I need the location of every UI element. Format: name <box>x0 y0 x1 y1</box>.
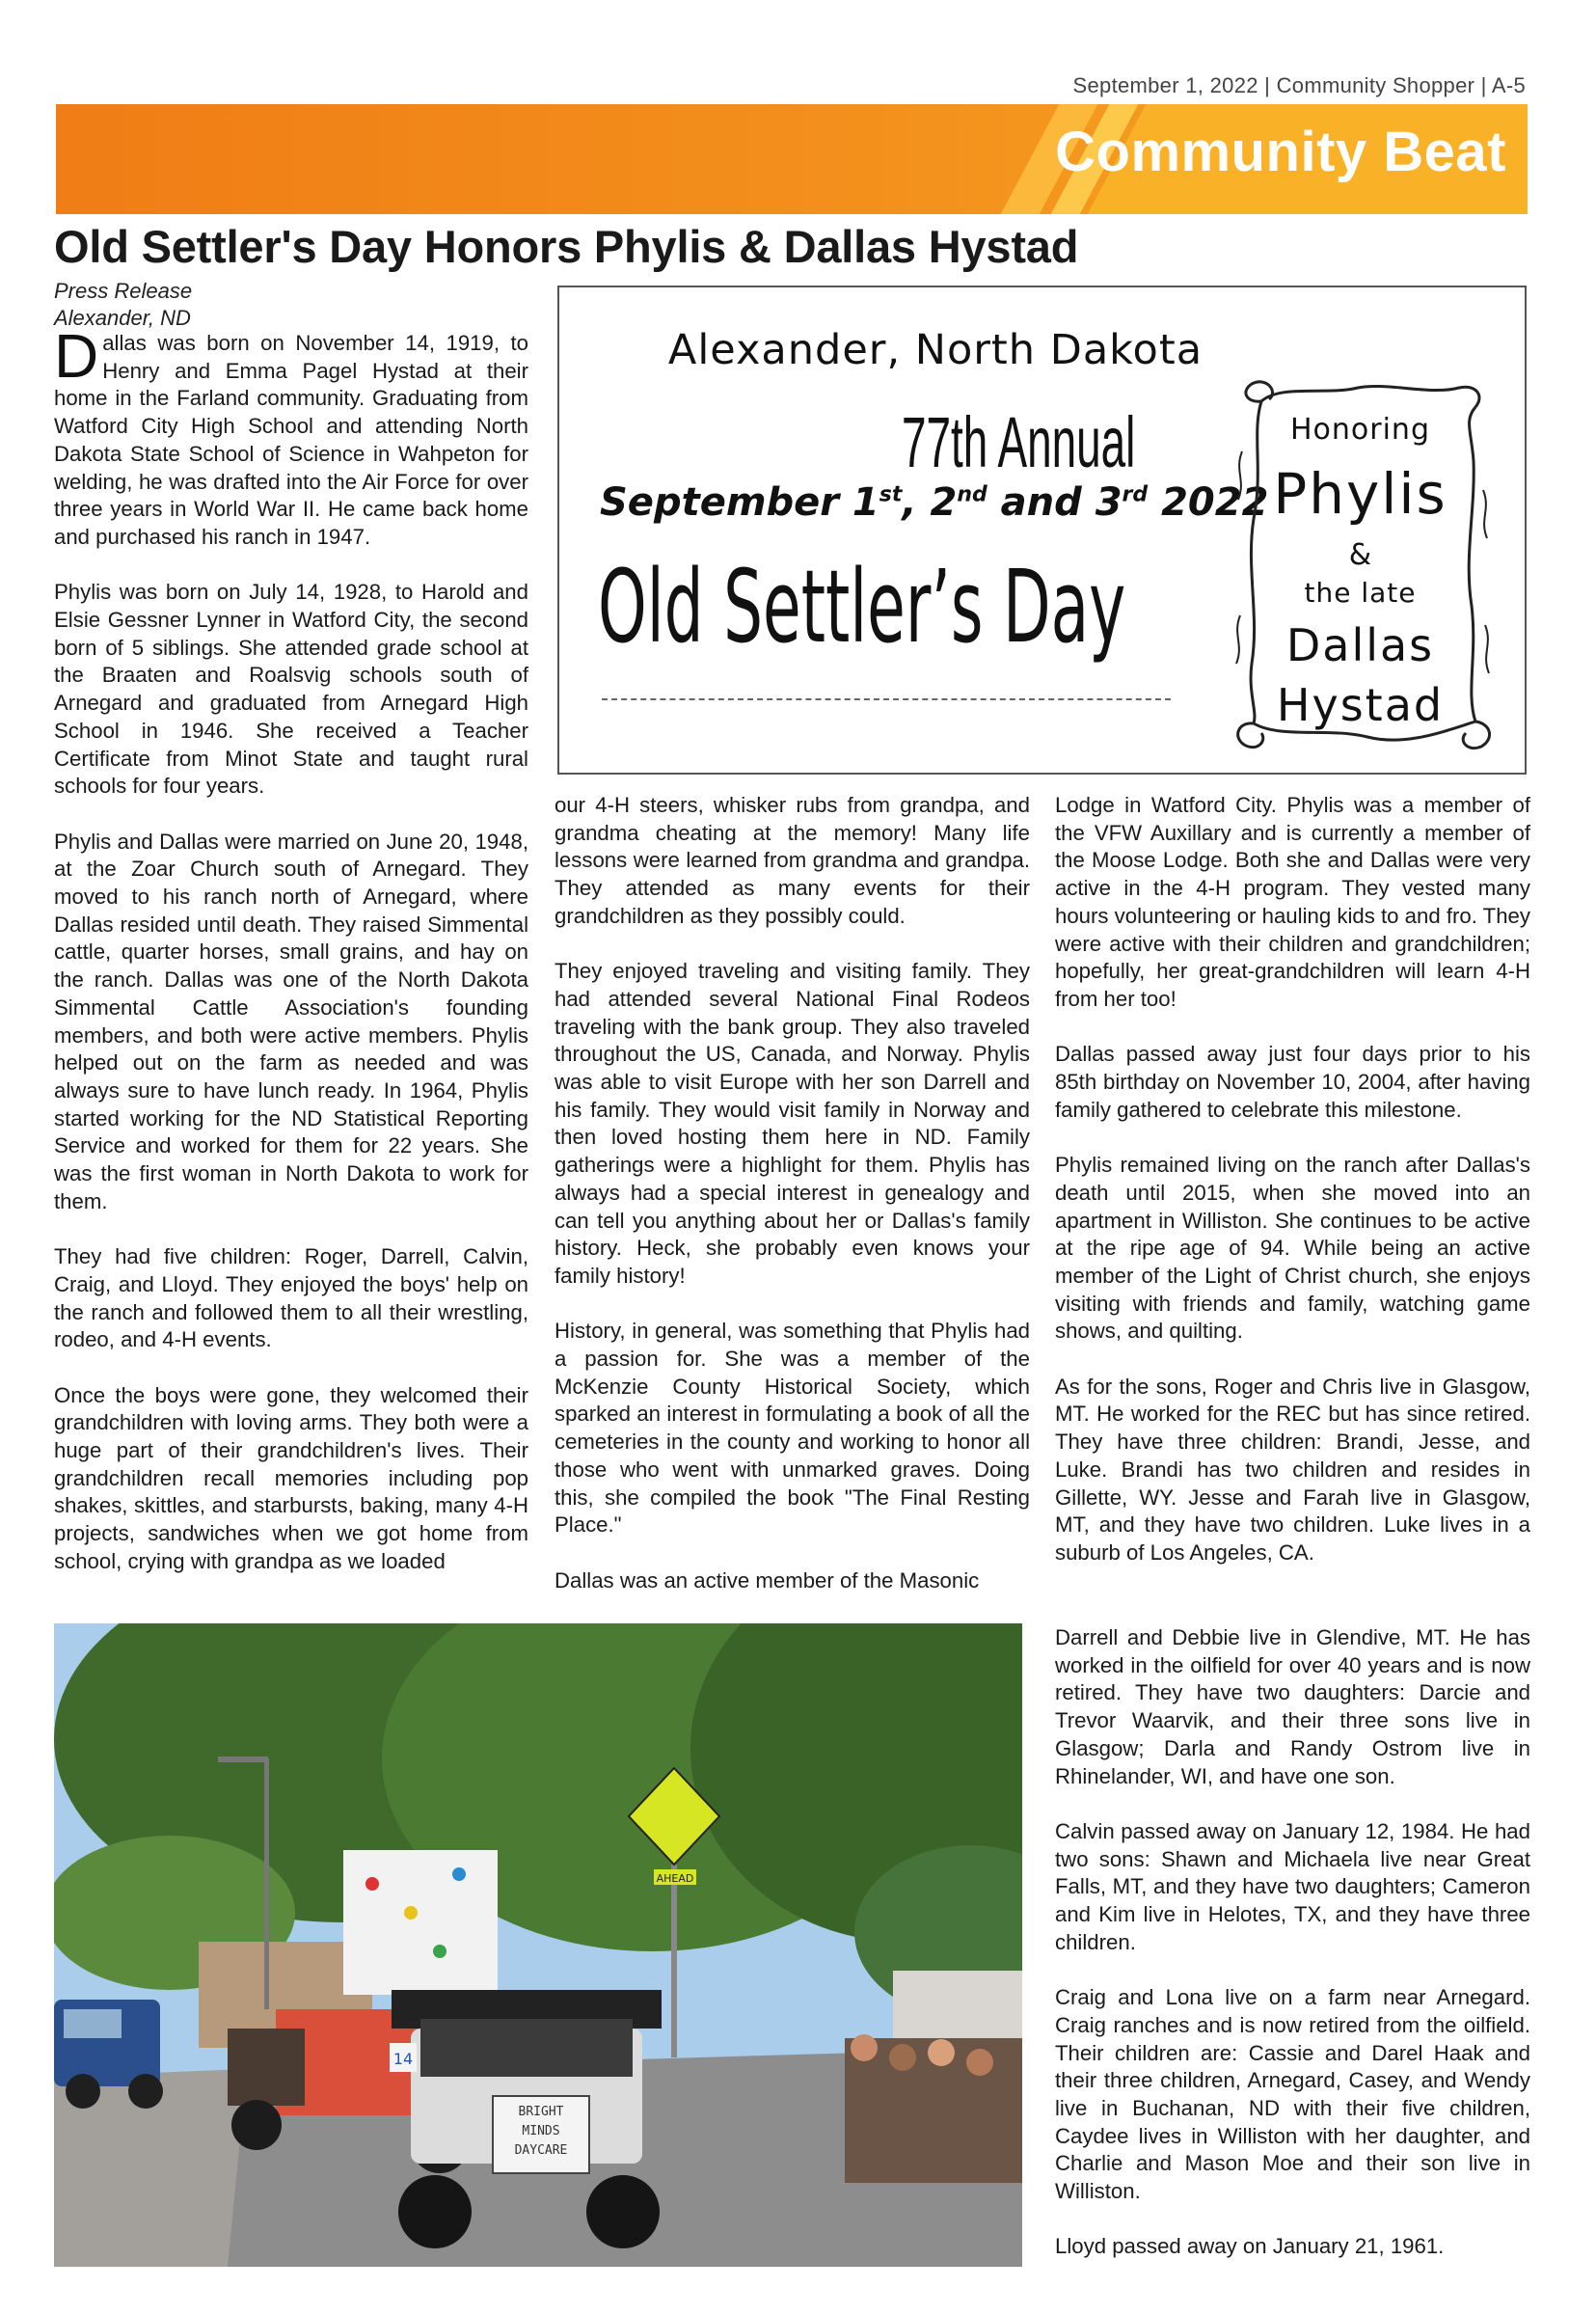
vehicle-number: 14 <box>392 2050 414 2068</box>
byline-source: Press Release <box>54 279 193 303</box>
paragraph-text: allas was born on November 14, 1919, to Henry and Emma Pagel Hystad at their home in the Farland community. Graduating from Watford City High School and attending North Dakota State School of Science in Wahpeton for welding, he was drafted into the Air Force for over three years in World War II. He came back home and purchased his ranch in 1947. <box>54 331 528 549</box>
paragraph: Dallas passed away just four days prior to his 85th birthday on November 10, 2004, after having family gathered to celebrate this milestone. <box>1055 1042 1530 1122</box>
scroll-name-hystad: Hystad <box>1276 679 1445 731</box>
scroll-name-phylis: Phylis <box>1273 461 1447 527</box>
paragraph: Lodge in Watford City. Phylis was a member of the VFW Auxillary and is currently a member of the Moose Lodge. Both she and Dallas were very active in the 4-H program. They vested many hours volunteering or hauling kids to and fro. They were active with their children and grandchildren; hopefully, her great-grandchildren will learn 4-H from her too! <box>1055 793 1530 1011</box>
daycare-sign-line3: DAYCARE <box>514 2143 568 2158</box>
article-column-3 <box>1055 792 1530 1567</box>
paragraph: Phylis remained living on the ranch after Dallas's death until 2015, when she moved into an apartment in Williston. She continues to be active at the ripe age of 94. While being an active member of the Light of Christ church, she enjoys visiting with friends and family, watching game shows, and quilting. <box>1055 1153 1530 1344</box>
ahead-sign-text: AHEAD <box>656 1872 694 1885</box>
poster-event-title: Old Settler’s Day <box>598 548 1126 666</box>
poster-dashed-rule <box>602 698 1171 700</box>
byline-dateline: Alexander, ND <box>54 306 191 330</box>
scroll-ampersand: & <box>1348 538 1372 572</box>
article-column-1 <box>54 321 528 1576</box>
paragraph: our 4-H steers, whisker rubs from grandpa, and grandma cheating at the memory! Many life lessons were learned from grandma and grandpa. They attended as many events for their grandchildren as they possibly could. <box>555 793 1030 928</box>
scroll-honoring: Honoring <box>1289 413 1430 447</box>
paragraph: Phylis was born on July 14, 1928, to Harold and Elsie Gessner Lynner in Watford City, the second born of 5 siblings. She attended grade school at the Braaten and Roalsvig schools south of Arnegard and graduated from Arnegard High School in 1946. She received a Teacher Certificate from Minot State and taught rural schools for four years. <box>54 580 528 799</box>
article-column-3-continued <box>1055 1624 1530 2261</box>
section-banner <box>56 104 1528 214</box>
paragraph <box>54 321 528 552</box>
scroll-name-dallas: Dallas <box>1285 619 1435 671</box>
article-column-2 <box>555 792 1030 1594</box>
paragraph: As for the sons, Roger and Chris live in Glasgow, MT. He worked for the REC but has since retired. They have three children: Brandi, Jesse, and Luke. Brandi has two children and resides in Gillette, WY. Jesse and Farah live in Glasgow, MT, and they have two children. Luke lives in a suburb of Los Angeles, CA. <box>1055 1374 1530 1565</box>
parade-scene-image <box>54 1623 1022 2267</box>
paragraph: They had five children: Roger, Darrell, Calvin, Craig, and Lloyd. They enjoyed the boys' help on the ranch and followed them to all their wrestling, rodeo, and 4-H events. <box>54 1244 528 1352</box>
paragraph: History, in general, was something that Phylis had a passion for. She was a member of the McKenzie County Historical Society, which sparked an interest in formulating a book of all the cemeteries in the county and working to honor all those who went with unmarked graves. Doing this, she compiled the book "The Final Resting Place." <box>555 1319 1030 1538</box>
paragraph: They enjoyed traveling and visiting family. They had attended several National Final Rodeos traveling with the bank group. They also traveled throughout the US, Canada, and Norway. Phylis was able to visit Europe with her son Darrell and his family. They would visit family in Norway and then loved hosting them here in ND. Family gatherings were a highlight for them. Phylis has always had a special interest in genealogy and can tell you anything about her or Dallas's family history. Heck, she probably even knows your family history! <box>555 959 1030 1288</box>
paragraph: Phylis and Dallas were married on June 20, 1948, at the Zoar Church south of Arnegard. They moved to his ranch north of Arnegard, where Dallas resided until death. They raised Simmental cattle, quarter horses, small grains, and hay on the ranch. Dallas was one of the North Dakota Simmental Cattle Association's founding members, and both were active members. Phylis helped out on the farm as needed and was always sure to have lunch ready. In 1964, Phylis started working for the ND Statistical Reporting Service and worked for them for 22 years. She was the first woman in North Dakota to work for them. <box>54 829 528 1213</box>
paragraph: Darrell and Debbie live in Glendive, MT. He has worked in the oilfield for over 40 years and is now retired. They have two daughters: Darcie and Trevor Waarvik, and their three sons live in Glasgow; Darla and Randy Ostrom live in Rhinelander, WI, and have one son. <box>1055 1625 1530 1788</box>
folio-line: September 1, 2022 | Community Shopper | A-5 <box>1072 73 1526 97</box>
poster-dates: September 1st, 2nd and 3rd 2022 <box>600 480 1269 525</box>
event-poster <box>557 286 1527 775</box>
paragraph: Once the boys were gone, they welcomed their grandchildren with loving arms. They both were a huge part of their grandchildren's lives. Their grandchildren recall memories including pop shakes, skittles, and starbursts, baking, many 4-H projects, sandwiches when we got home from school, crying with grandpa as we loaded <box>54 1382 528 1573</box>
paragraph: Calvin passed away on January 12, 1984. He had two sons: Shawn and Michaela live near Great Falls, MT, and they have two daughters; Cameron and Kim live in Helotes, TX, and they have three children. <box>1055 1818 1530 1954</box>
honoree-scroll <box>1223 374 1498 752</box>
scroll-the-late: the late <box>1304 577 1417 609</box>
daycare-sign-line1: BRIGHT <box>518 2105 564 2119</box>
section-name: Community Beat <box>1055 121 1506 183</box>
paragraph: Lloyd passed away on January 21, 1961. <box>1055 2234 1445 2259</box>
article-headline: Old Settler's Day Honors Phylis & Dallas Hystad <box>54 221 1079 272</box>
drop-cap: D <box>54 321 99 391</box>
paragraph: Craig and Lona live on a farm near Arnegard. Craig ranches and is now retired from the oilfield. Their children are: Cassie and Darel Haak and their three children, Arnegard, Casey, and Wendy live in Buchanan, ND with their five children, Caydee lives in Williston with her daughter, and Charlie and Mason Moe and their son live in Williston. <box>1055 1985 1530 2204</box>
poster-annual: 77th Annual <box>902 402 1136 482</box>
poster-location: Alexander, North Dakota <box>667 326 1204 374</box>
paragraph: Dallas was an active member of the Masonic <box>555 1567 980 1593</box>
daycare-sign-line2: MINDS <box>522 2124 560 2138</box>
parade-photo <box>54 1623 1022 2267</box>
